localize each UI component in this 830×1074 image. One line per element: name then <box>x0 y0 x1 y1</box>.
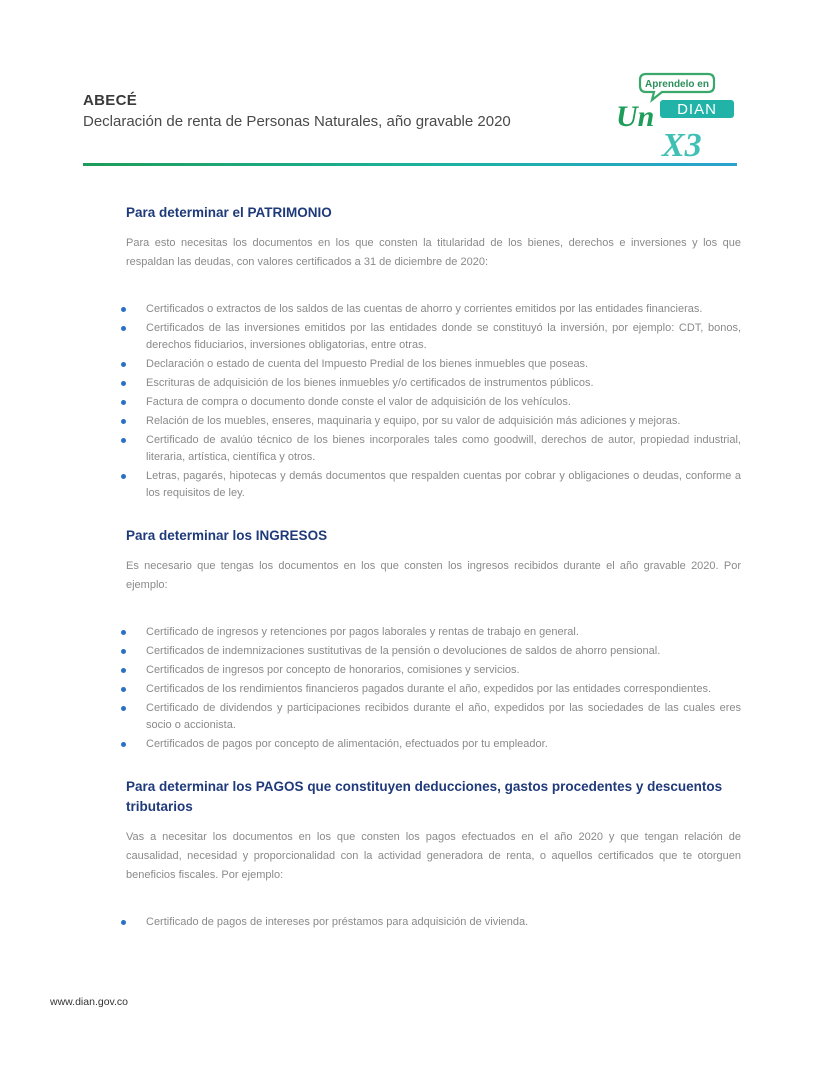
bullet-list <box>126 301 741 502</box>
section-patrimonio <box>126 203 741 502</box>
list-item-text: Factura de compra o documento donde conste el valor de adquisición de los vehículos. <box>146 396 571 408</box>
bullet-icon <box>121 400 126 405</box>
bullet-icon <box>121 474 126 479</box>
section-title: Para determinar el PATRIMONIO <box>126 205 332 220</box>
list-item-text: Certificados de pagos por concepto de alimentación, efectuados por tu empleador. <box>146 738 548 750</box>
list-item-text: Certificado de dividendos y participaciones recibidos durante el año, expedidos por las sociedades de las cuales eres socio o accionista. <box>146 702 741 731</box>
bullet-icon <box>121 326 126 331</box>
logo-word-un: Un <box>616 100 655 133</box>
list-item-text: Letras, pagarés, hipotecas y demás documentos que respalden cuentas por cobrar y obligaciones o deudas, conforme a los requisitos de ley. <box>146 470 741 499</box>
logo-brand: DIAN <box>677 101 717 118</box>
bullet-icon <box>121 706 126 711</box>
footer-website-url: www.dian.gov.co <box>50 996 129 1008</box>
list-item-text: Certificado de ingresos y retenciones por pagos laborales y rentas de trabajo en general. <box>146 626 579 638</box>
list-item <box>126 643 741 660</box>
list-item <box>126 356 741 373</box>
list-item-text: Certificados de indemnizaciones sustitutivas de la pensión o devoluciones de saldos de ahorro pensional. <box>146 645 661 657</box>
list-item <box>126 624 741 641</box>
bullet-icon <box>121 362 126 367</box>
bullet-icon <box>121 742 126 747</box>
bullet-icon <box>121 920 126 925</box>
list-item-text: Certificados de los rendimientos financieros pagados durante el año, expedidos por las entidades correspondientes. <box>146 683 712 695</box>
bullet-icon <box>121 307 126 312</box>
list-item <box>126 681 741 698</box>
list-item <box>126 432 741 466</box>
section-title: Para determinar los INGRESOS <box>126 528 328 543</box>
bullet-icon <box>121 419 126 424</box>
bullet-list <box>126 624 741 753</box>
bullet-icon <box>121 630 126 635</box>
section-pagos <box>126 777 741 931</box>
list-item <box>126 662 741 679</box>
logo-tagline: Aprendelo en <box>645 79 709 90</box>
bullet-icon <box>121 649 126 654</box>
list-item-text: Certificado de avalúo técnico de los bienes incorporales tales como goodwill, derechos de autor, propiedad industrial, literaria, artística, científica y otros. <box>146 434 741 463</box>
list-item-text: Declaración o estado de cuenta del Impuesto Predial de los bienes inmuebles que poseas. <box>146 358 589 370</box>
document-body <box>126 203 741 955</box>
list-item <box>126 468 741 502</box>
list-item-text: Certificados o extractos de los saldos de las cuentas de ahorro y corrientes emitidos por las entidades financieras. <box>146 303 703 315</box>
list-item <box>126 736 741 753</box>
section-intro: Es necesario que tengas los documentos en los que consten los ingresos recibidos durante el año gravable 2020. Por ejemplo: <box>126 560 741 591</box>
bullet-icon <box>121 438 126 443</box>
section-intro: Para esto necesitas los documentos en los que consten la titularidad de los bienes, derechos e inversiones y los que respaldan las deudas, con valores certificados a 31 de diciembre de 2020: <box>126 237 741 268</box>
list-item <box>126 413 741 430</box>
header-divider <box>83 163 737 166</box>
bullet-icon <box>121 381 126 386</box>
list-item-text: Certificados de ingresos por concepto de honorarios, comisiones y servicios. <box>146 664 520 676</box>
list-item <box>126 301 741 318</box>
logo-mark: X3 <box>662 127 702 162</box>
document-header <box>83 92 643 132</box>
bullet-list <box>126 914 741 931</box>
list-item-text: Certificado de pagos de intereses por préstamos para adquisición de vivienda. <box>146 916 529 928</box>
document-title: ABECÉ <box>83 92 138 109</box>
list-item <box>126 375 741 392</box>
section-title: Para determinar los PAGOS que constituyen deducciones, gastos procedentes y descuentos tributarios <box>126 779 723 814</box>
list-item-text: Relación de los muebles, enseres, maquinaria y equipo, por su valor de adquisición más adiciones y mejoras. <box>146 415 681 427</box>
list-item <box>126 914 741 931</box>
bullet-icon <box>121 687 126 692</box>
document-subtitle: Declaración de renta de Personas Naturales, año gravable 2020 <box>83 113 511 130</box>
list-item <box>126 700 741 734</box>
section-intro: Vas a necesitar los documentos en los que consten los pagos efectuados en el año 2020 y que tengan relación de causalidad, necesidad y proporcionalidad con la actividad generadora de renta, o aquellos certificados que te otorguen beneficios fiscales. Por ejemplo: <box>126 831 741 881</box>
list-item <box>126 394 741 411</box>
aprendelo-en-un-dian-x3-logo <box>612 70 742 162</box>
section-ingresos <box>126 526 741 753</box>
list-item-text: Certificados de las inversiones emitidos por las entidades donde se constituyó la inversión, por ejemplo: CDT, bonos, derechos fiduciarios, inversiones obligatorias, entre otras. <box>146 322 741 351</box>
list-item <box>126 320 741 354</box>
bullet-icon <box>121 668 126 673</box>
list-item-text: Escrituras de adquisición de los bienes inmuebles y/o certificados de instrumentos públicos. <box>146 377 594 389</box>
